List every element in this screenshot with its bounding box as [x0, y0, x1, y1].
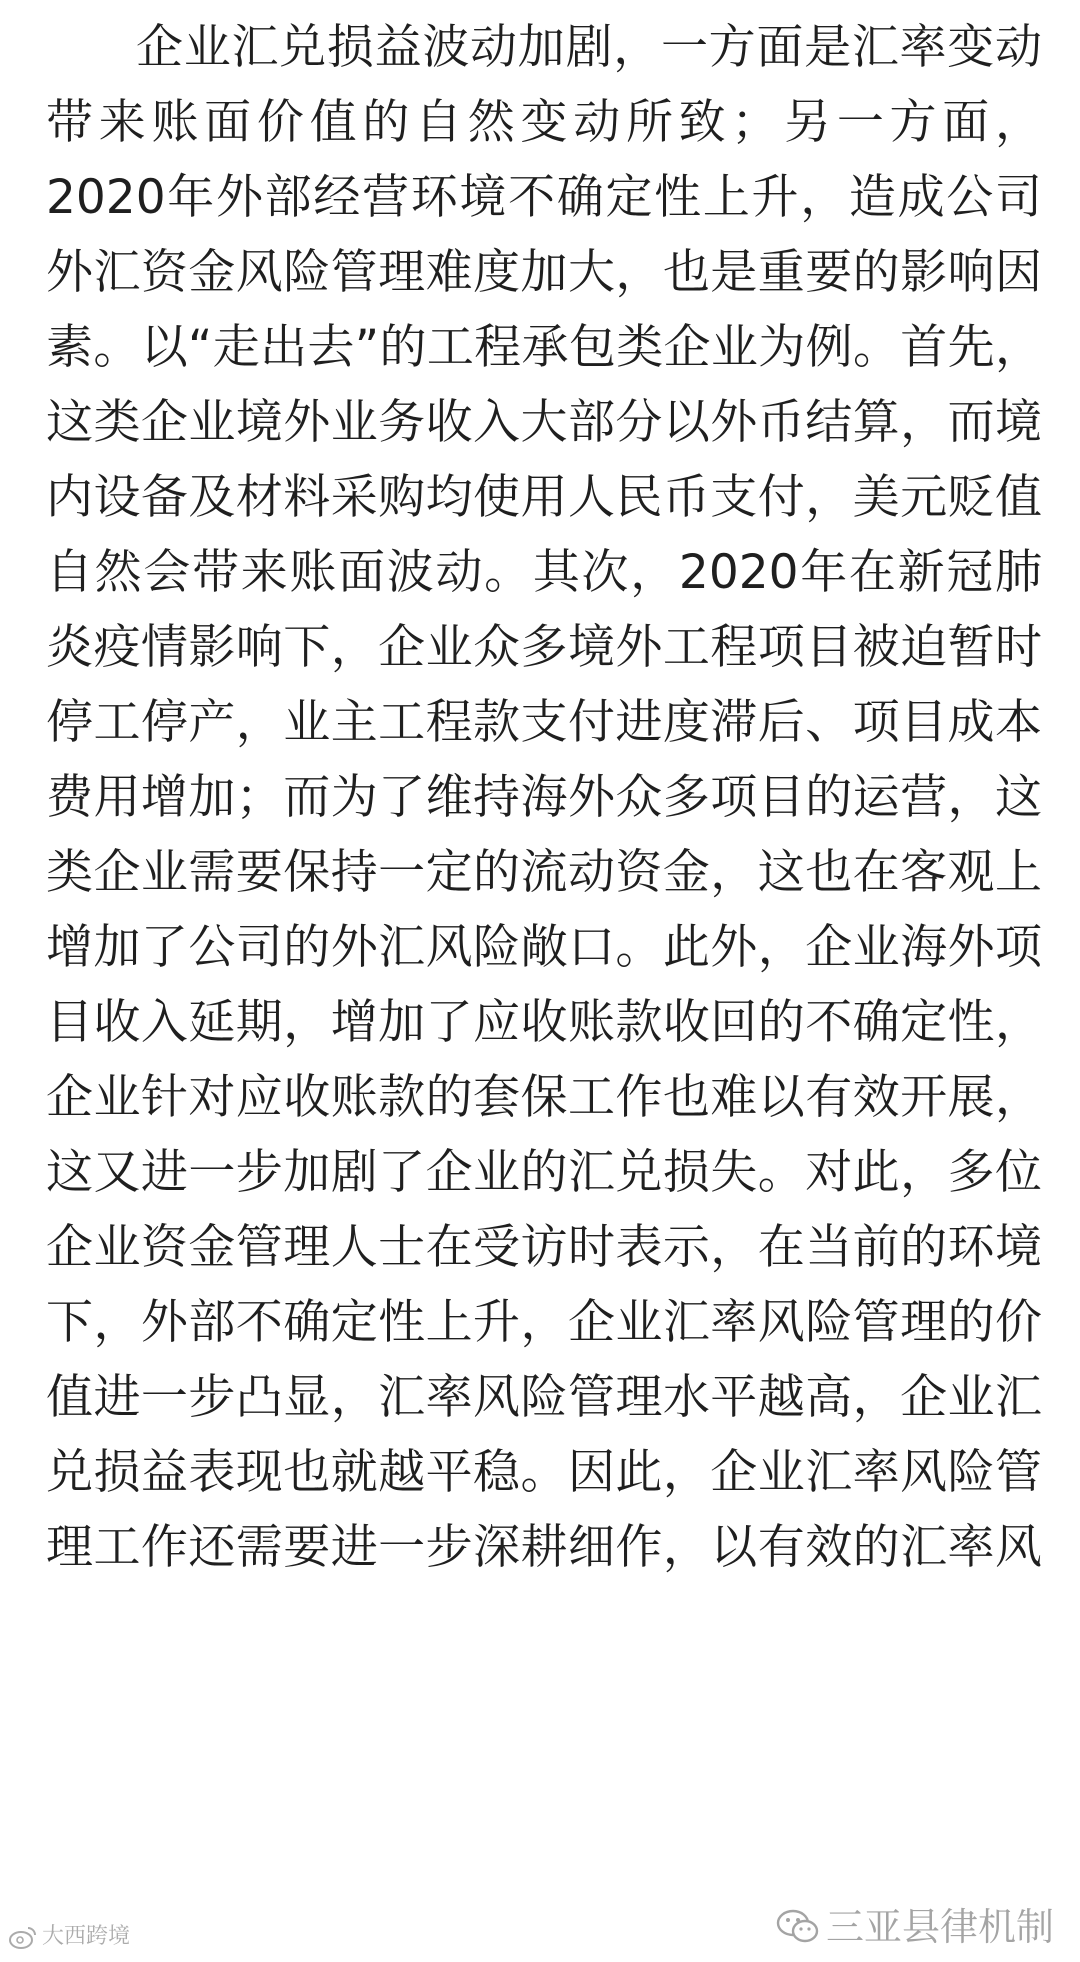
watermark-left	[8, 1920, 130, 1954]
article-line: 企业汇兑损益波动加剧，一方面是汇率变动	[136, 20, 1042, 75]
article-line: 企业资金管理人士在受访时表示，在当前的环境	[46, 1220, 1042, 1275]
article-line: 类企业需要保持一定的流动资金，这也在客观上	[46, 845, 1042, 900]
article-line: 理工作还需要进一步深耕细作，以有效的汇率风	[46, 1520, 1042, 1575]
article-line: 兑损益表现也就越平稳。因此，企业汇率风险管	[46, 1445, 1042, 1500]
article-line: 增加了公司的外汇风险敞口。此外，企业海外项	[46, 920, 1042, 975]
article-line: 外汇资金风险管理难度加大，也是重要的影响因	[46, 245, 1042, 300]
article-line: 素。以“走出去”的工程承包类企业为例。首先，	[46, 320, 1042, 375]
article-line: 2020年外部经营环境不确定性上升，造成公司	[46, 170, 1042, 225]
wechat-icon	[776, 1909, 820, 1945]
article-line: 费用增加；而为了维持海外众多项目的运营，这	[46, 770, 1042, 825]
article-line: 值进一步凸显，汇率风险管理水平越高，企业汇	[46, 1370, 1042, 1425]
watermark-right-text: 三亚县律机制	[825, 1905, 1054, 1949]
article-line: 停工停产，业主工程款支付进度滞后、项目成本	[46, 695, 1042, 750]
article-line: 下，外部不确定性上升，企业汇率风险管理的价	[46, 1295, 1042, 1350]
watermark-right	[776, 1902, 1054, 1952]
article-line: 这类企业境外业务收入大部分以外币结算，而境	[46, 395, 1042, 450]
article-line: 内设备及材料采购均使用人民币支付，美元贬值	[46, 470, 1042, 525]
watermark-left-text: 大西跨境	[42, 1924, 131, 1949]
article-line: 炎疫情影响下，企业众多境外工程项目被迫暂时	[46, 620, 1042, 675]
article-line: 企业针对应收账款的套保工作也难以有效开展，	[46, 1070, 1042, 1125]
article-line: 目收入延期，增加了应收账款收回的不确定性，	[46, 995, 1042, 1050]
article-line: 自然会带来账面波动。其次，2020年在新冠肺	[46, 545, 1042, 600]
weibo-icon	[8, 1924, 38, 1950]
article-line: 这又进一步加剧了企业的汇兑损失。对此，多位	[46, 1145, 1042, 1200]
article-line: 带来账面价值的自然变动所致；另一方面，	[46, 95, 1042, 150]
